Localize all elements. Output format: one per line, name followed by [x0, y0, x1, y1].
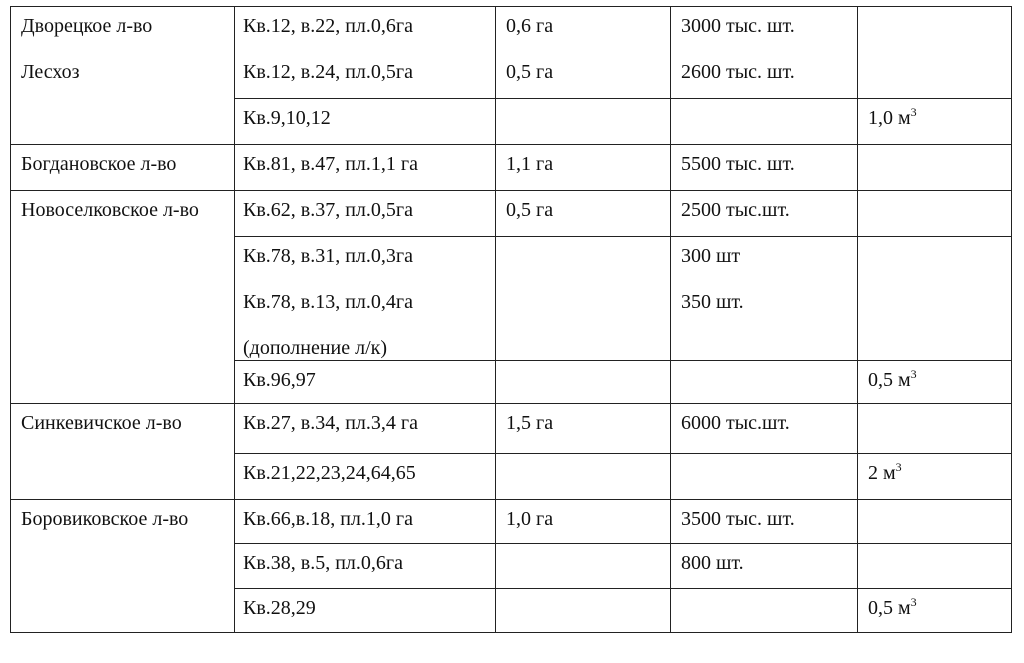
table-row [11, 191, 1012, 237]
forestry-name-cell [11, 7, 235, 145]
table-row [11, 7, 1012, 99]
area-text: 0,5 га [506, 199, 554, 221]
volume-cell [858, 191, 1012, 237]
count-text: 3500 тыс. шт. [681, 508, 795, 530]
plot-cell [235, 361, 496, 404]
forestry-name-cell [11, 404, 235, 500]
area-cell [496, 500, 671, 544]
area-cell [496, 237, 671, 361]
plot-cell [235, 454, 496, 500]
plot-cell [235, 145, 496, 191]
forestry-name: Дворецкое л-во [21, 15, 153, 37]
count-text: 3000 тыс. шт. [681, 15, 795, 37]
plot-text: Кв.78, в.13, пл.0,4га [243, 291, 413, 313]
plot-cell [235, 99, 496, 145]
plot-text: Кв.81, в.47, пл.1,1 га [243, 153, 418, 175]
volume-cell [858, 544, 1012, 589]
plot-text: Кв.96,97 [243, 369, 316, 391]
forestry-name-cell [11, 145, 235, 191]
volume-cell [858, 454, 1012, 500]
area-cell [496, 99, 671, 145]
count-text: 300 шт [681, 245, 741, 267]
forestry-name: Синкевичское л-во [21, 412, 182, 434]
volume-cell [858, 99, 1012, 145]
plot-text: Кв.38, в.5, пл.0,6га [243, 552, 403, 574]
plot-cell [235, 589, 496, 633]
volume-cell [858, 589, 1012, 633]
count-cell [671, 7, 858, 99]
plot-text: Кв.28,29 [243, 597, 316, 619]
count-cell [671, 237, 858, 361]
area-cell [496, 454, 671, 500]
area-cell [496, 145, 671, 191]
plot-cell [235, 404, 496, 454]
volume-value: 0,5 м [868, 597, 911, 619]
plot-cell [235, 500, 496, 544]
area-text: 0,6 га [506, 15, 554, 37]
forestry-name: Лесхоз [21, 61, 80, 83]
count-cell [671, 404, 858, 454]
area-cell [496, 361, 671, 404]
count-cell [671, 589, 858, 633]
table-body [11, 7, 1012, 633]
area-cell [496, 7, 671, 99]
volume-cell [858, 361, 1012, 404]
volume-cell [858, 7, 1012, 99]
plot-cell [235, 544, 496, 589]
volume-unit-exponent: 3 [910, 367, 917, 381]
volume-cell [858, 237, 1012, 361]
plot-cell [235, 237, 496, 361]
count-text: 5500 тыс. шт. [681, 153, 795, 175]
area-text: 1,5 га [506, 412, 554, 434]
area-text: 1,0 га [506, 508, 554, 530]
forestry-table [10, 6, 1012, 633]
plot-text: Кв.12, в.24, пл.0,5га [243, 61, 413, 83]
count-cell [671, 191, 858, 237]
plot-text: Кв.62, в.37, пл.0,5га [243, 199, 413, 221]
area-cell [496, 589, 671, 633]
volume-unit-exponent: 3 [895, 460, 902, 474]
count-cell [671, 145, 858, 191]
area-cell [496, 544, 671, 589]
plot-text: Кв.9,10,12 [243, 107, 331, 129]
count-text: 6000 тыс.шт. [681, 412, 790, 434]
volume-unit-exponent: 3 [910, 105, 917, 119]
forestry-name-cell [11, 500, 235, 633]
plot-text: Кв.78, в.31, пл.0,3га [243, 245, 413, 267]
count-cell [671, 500, 858, 544]
plot-text: Кв.12, в.22, пл.0,6га [243, 15, 413, 37]
forestry-name: Богдановское л-во [21, 153, 177, 175]
area-text: 0,5 га [506, 61, 554, 83]
plot-text: Кв.21,22,23,24,64,65 [243, 462, 416, 484]
area-cell [496, 191, 671, 237]
volume-value: 2 м [868, 462, 896, 484]
area-text: 1,1 га [506, 153, 554, 175]
volume-value: 0,5 м [868, 369, 911, 391]
volume-cell [858, 404, 1012, 454]
volume-cell [858, 145, 1012, 191]
count-text: 800 шт. [681, 552, 744, 574]
count-text: 2500 тыс.шт. [681, 199, 790, 221]
count-text: 350 шт. [681, 291, 744, 313]
count-cell [671, 99, 858, 145]
forestry-name-cell [11, 191, 235, 404]
table-row [11, 145, 1012, 191]
plot-cell [235, 191, 496, 237]
volume-value: 1,0 м [868, 107, 911, 129]
count-text: 2600 тыс. шт. [681, 61, 795, 83]
count-cell [671, 544, 858, 589]
area-cell [496, 404, 671, 454]
plot-text: Кв.27, в.34, пл.3,4 га [243, 412, 418, 434]
count-cell [671, 454, 858, 500]
plot-text: Кв.66,в.18, пл.1,0 га [243, 508, 413, 530]
forestry-name: Новоселковское л-во [21, 199, 199, 221]
table-row [11, 404, 1012, 454]
volume-unit-exponent: 3 [910, 595, 917, 609]
table-row [11, 500, 1012, 544]
volume-cell [858, 500, 1012, 544]
plot-text: (дополнение л/к) [243, 337, 388, 359]
plot-cell [235, 7, 496, 99]
count-cell [671, 361, 858, 404]
forestry-name: Боровиковское л-во [21, 508, 189, 530]
